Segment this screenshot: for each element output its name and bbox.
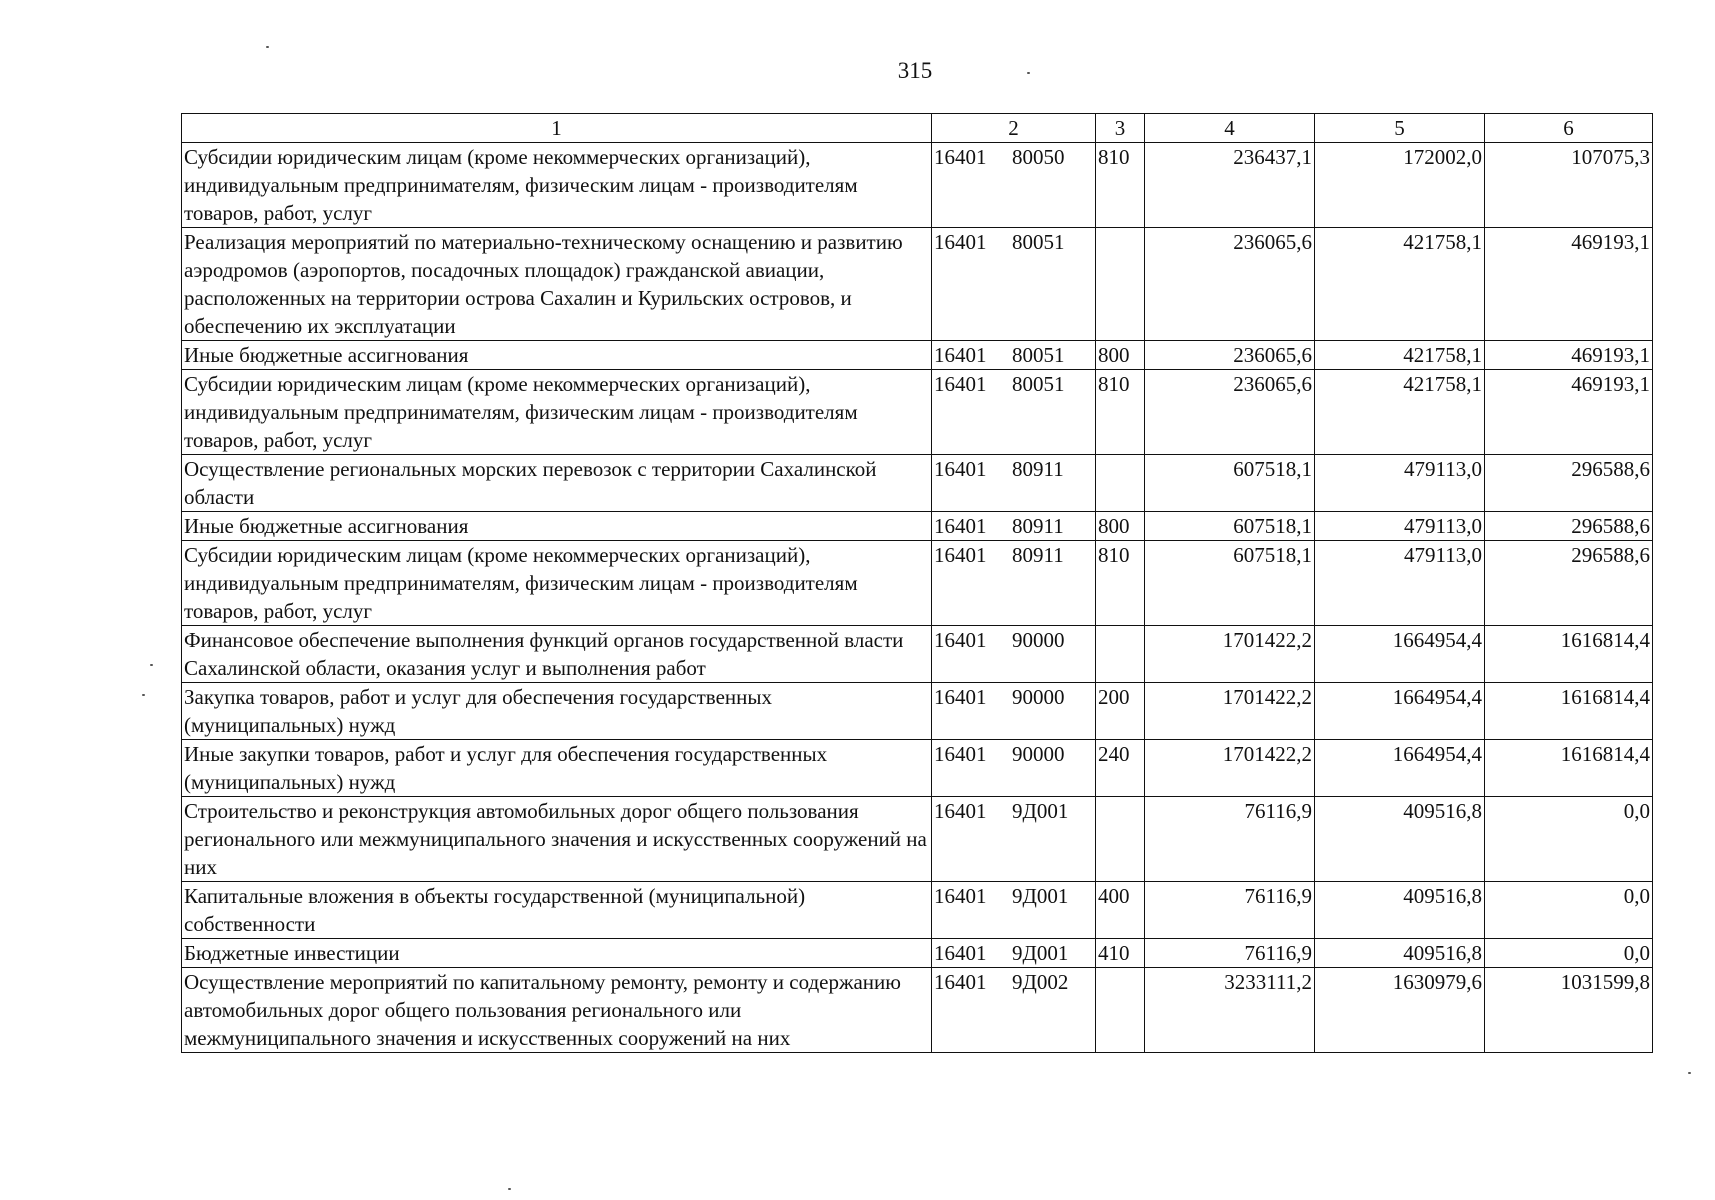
page-number: 315 [897,58,933,83]
row-value-col4: 76116,9 [1145,797,1315,882]
row-name: Субсидии юридическим лицам (кроме некоммерческих организаций), индивидуальным предпринимателям, физическим лицам - производителям товаров, работ, услуг [182,143,932,228]
row-expense-type: 410 [1096,939,1145,968]
row-code-program: 16401 [934,970,987,994]
row-value-col5: 409516,8 [1315,882,1485,939]
row-code [932,797,1096,882]
row-code [932,341,1096,370]
row-code-program: 16401 [934,628,987,652]
row-value-col6: 1616814,4 [1485,626,1653,683]
scan-speck [1027,72,1030,74]
row-name: Закупка товаров, работ и услуг для обеспечения государственных (муниципальных) нужд [182,683,932,740]
row-name: Капитальные вложения в объекты государственной (муниципальной) собственности [182,882,932,939]
column-header-1: 1 [182,114,932,143]
table-row [182,740,1653,797]
row-value-col5: 1664954,4 [1315,683,1485,740]
row-code [932,228,1096,341]
row-expense-type: 800 [1096,341,1145,370]
row-name: Иные бюджетные ассигнования [182,512,932,541]
row-value-col4: 1701422,2 [1145,683,1315,740]
table-row [182,939,1653,968]
row-code-program: 16401 [934,230,987,254]
row-value-col5: 479113,0 [1315,541,1485,626]
table-row [182,455,1653,512]
row-value-col6: 469193,1 [1485,370,1653,455]
table-row [182,341,1653,370]
row-expense-type [1096,797,1145,882]
row-value-col5: 1664954,4 [1315,740,1485,797]
table-row [182,143,1653,228]
row-code-program: 16401 [934,343,987,367]
row-expense-type: 240 [1096,740,1145,797]
row-name: Бюджетные инвестиции [182,939,932,968]
row-code [932,370,1096,455]
column-header-5: 5 [1315,114,1485,143]
row-expense-type: 810 [1096,541,1145,626]
row-value-col4: 607518,1 [1145,541,1315,626]
table-row [182,626,1653,683]
row-value-col5: 421758,1 [1315,341,1485,370]
row-expense-type: 200 [1096,683,1145,740]
row-value-col5: 1630979,6 [1315,968,1485,1053]
table-header-row [182,114,1653,143]
row-value-col6: 1031599,8 [1485,968,1653,1053]
row-code-program: 16401 [934,941,987,965]
row-value-col6: 296588,6 [1485,455,1653,512]
row-expense-type: 810 [1096,370,1145,455]
row-value-col6: 107075,3 [1485,143,1653,228]
row-code [932,455,1096,512]
row-expense-type [1096,626,1145,683]
row-value-col6: 469193,1 [1485,228,1653,341]
row-name: Строительство и реконструкция автомобильных дорог общего пользования регионального или межмуниципального значения и искусственных сооружений на них [182,797,932,882]
column-header-4: 4 [1145,114,1315,143]
row-value-col5: 421758,1 [1315,370,1485,455]
scan-speck [508,1188,511,1190]
row-expense-type: 400 [1096,882,1145,939]
row-code [932,882,1096,939]
row-name: Реализация мероприятий по материально-техническому оснащению и развитию аэродромов (аэропортов, посадочных площадок) гражданской авиации, расположенных на территории острова Сахалин и Курильских островов, и обеспечению их эксплуатации [182,228,932,341]
row-code-direction: 80050 [1012,145,1065,169]
row-code-direction: 9Д002 [1012,970,1069,994]
row-expense-type [1096,228,1145,341]
column-header-3: 3 [1096,114,1145,143]
table-row [182,541,1653,626]
row-code-program: 16401 [934,742,987,766]
row-code [932,626,1096,683]
row-value-col4: 1701422,2 [1145,740,1315,797]
row-code-direction: 90000 [1012,628,1065,652]
row-expense-type: 800 [1096,512,1145,541]
row-code-direction: 9Д001 [1012,884,1069,908]
column-header-2: 2 [932,114,1096,143]
row-value-col6: 0,0 [1485,797,1653,882]
row-value-col4: 607518,1 [1145,455,1315,512]
row-value-col6: 0,0 [1485,882,1653,939]
row-name: Финансовое обеспечение выполнения функций органов государственной власти Сахалинской области, оказания услуг и выполнения работ [182,626,932,683]
row-code-direction: 80911 [1012,543,1064,567]
row-code-direction: 9Д001 [1012,941,1069,965]
row-value-col5: 479113,0 [1315,455,1485,512]
row-value-col4: 236065,6 [1145,228,1315,341]
table-row [182,228,1653,341]
row-value-col6: 0,0 [1485,939,1653,968]
row-code-direction: 90000 [1012,685,1065,709]
table-row [182,370,1653,455]
scan-speck [142,694,145,696]
row-code-direction: 9Д001 [1012,799,1069,823]
row-value-col4: 76116,9 [1145,882,1315,939]
budget-table [181,113,1653,1053]
column-header-6: 6 [1485,114,1653,143]
table-row [182,512,1653,541]
row-code-direction: 80051 [1012,372,1065,396]
row-code-program: 16401 [934,543,987,567]
row-code-program: 16401 [934,145,987,169]
scan-speck [150,664,153,666]
row-code-direction: 80911 [1012,514,1064,538]
row-value-col6: 1616814,4 [1485,683,1653,740]
row-expense-type: 810 [1096,143,1145,228]
row-value-col4: 76116,9 [1145,939,1315,968]
row-value-col6: 296588,6 [1485,541,1653,626]
row-code [932,683,1096,740]
row-code-program: 16401 [934,799,987,823]
row-code-program: 16401 [934,372,987,396]
row-expense-type [1096,968,1145,1053]
scan-speck [1688,1072,1691,1074]
row-value-col6: 296588,6 [1485,512,1653,541]
row-value-col4: 236437,1 [1145,143,1315,228]
row-value-col5: 1664954,4 [1315,626,1485,683]
scan-speck [266,46,269,48]
row-value-col4: 236065,6 [1145,341,1315,370]
row-code [932,512,1096,541]
row-value-col4: 607518,1 [1145,512,1315,541]
row-name: Иные закупки товаров, работ и услуг для обеспечения государственных (муниципальных) нужд [182,740,932,797]
table-row [182,797,1653,882]
row-value-col5: 409516,8 [1315,939,1485,968]
row-code-program: 16401 [934,884,987,908]
row-code [932,541,1096,626]
row-code [932,939,1096,968]
row-name: Осуществление мероприятий по капитальному ремонту, ремонту и содержанию автомобильных дорог общего пользования регионального или межмуниципального значения и искусственных сооружений на них [182,968,932,1053]
row-code [932,740,1096,797]
row-name: Субсидии юридическим лицам (кроме некоммерческих организаций), индивидуальным предпринимателям, физическим лицам - производителям товаров, работ, услуг [182,370,932,455]
row-code-direction: 80051 [1012,230,1065,254]
row-code [932,968,1096,1053]
row-code-direction: 80051 [1012,343,1065,367]
row-name: Субсидии юридическим лицам (кроме некоммерческих организаций), индивидуальным предпринимателям, физическим лицам - производителям товаров, работ, услуг [182,541,932,626]
row-expense-type [1096,455,1145,512]
row-code-direction: 80911 [1012,457,1064,481]
row-name: Иные бюджетные ассигнования [182,341,932,370]
row-value-col5: 479113,0 [1315,512,1485,541]
row-code-program: 16401 [934,514,987,538]
row-value-col5: 421758,1 [1315,228,1485,341]
table-row [182,882,1653,939]
table-row [182,683,1653,740]
row-value-col4: 3233111,2 [1145,968,1315,1053]
row-value-col4: 1701422,2 [1145,626,1315,683]
row-code-direction: 90000 [1012,742,1065,766]
table-row [182,968,1653,1053]
row-code [932,143,1096,228]
row-code-program: 16401 [934,685,987,709]
row-value-col5: 172002,0 [1315,143,1485,228]
row-value-col5: 409516,8 [1315,797,1485,882]
row-value-col6: 469193,1 [1485,341,1653,370]
row-name: Осуществление региональных морских перевозок с территории Сахалинской области [182,455,932,512]
row-code-program: 16401 [934,457,987,481]
row-value-col6: 1616814,4 [1485,740,1653,797]
row-value-col4: 236065,6 [1145,370,1315,455]
